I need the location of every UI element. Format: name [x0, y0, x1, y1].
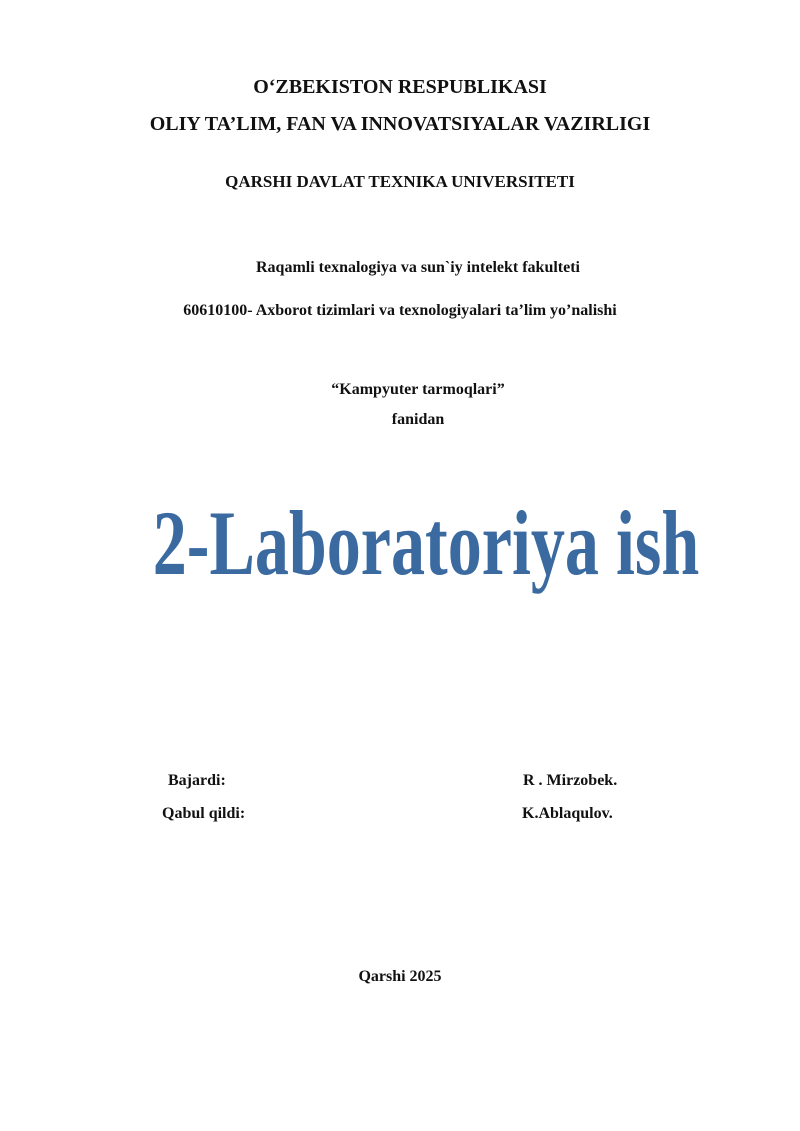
faculty-line: Raqamli texnalogiya va sun`iy intelekt fakulteti: [255, 259, 580, 276]
country-heading: O‘ZBEKISTON RESPUBLIKASI: [253, 76, 547, 98]
university-heading: QARSHI DAVLAT TEXNIKA UNIVERSITETI: [225, 172, 575, 191]
done-by-label: Bajardi:: [168, 772, 226, 789]
accepted-by-value: K.Ablaqulov.: [522, 805, 613, 822]
direction-line: 60610100- Axborot tizimlari va texnologiyalari ta’lim yo’nalishi: [183, 302, 617, 319]
accepted-by-label: Qabul qildi:: [162, 805, 246, 822]
subject-suffix: fanidan: [391, 411, 445, 428]
done-by-value: R . Mirzobek.: [523, 772, 618, 789]
ministry-heading: OLIY TA’LIM, FAN VA INNOVATSIYALAR VAZIRLIGI: [149, 113, 651, 135]
document-title: 2-Laboratoriya ish: [152, 492, 700, 594]
place-year-footer: Qarshi 2025: [358, 968, 442, 985]
subject-name: “Kampyuter tarmoqlari”: [331, 381, 505, 398]
